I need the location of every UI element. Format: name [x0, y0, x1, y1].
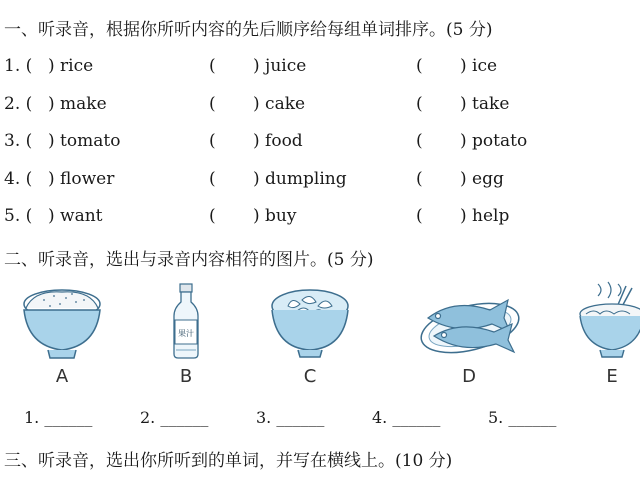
fish-plate-icon — [414, 280, 524, 364]
answer-blank-5[interactable]: 5. ______ — [488, 408, 557, 427]
answer-bracket[interactable]: 4. ( — [4, 169, 33, 189]
answer-bracket[interactable]: ( — [209, 206, 216, 226]
answer-bracket[interactable]: ( — [209, 94, 216, 114]
answer-bracket[interactable]: 2. ( — [4, 94, 33, 114]
ordering-row — [4, 206, 634, 228]
section1-heading: 一、听录音，根据你所听内容的先后顺序给每组单词排序。(5 分) — [4, 20, 493, 40]
close-bracket: ) — [460, 131, 467, 151]
word: want — [60, 206, 103, 226]
close-bracket: ) — [48, 169, 55, 189]
ordering-item — [209, 169, 347, 189]
answer-blank-3[interactable]: 3. ______ — [256, 408, 325, 427]
ordering-item — [209, 94, 305, 114]
ordering-item — [416, 94, 509, 114]
ordering-item — [4, 56, 93, 76]
rice-bowl-icon — [14, 280, 110, 364]
word: potato — [472, 131, 528, 151]
answer-blank-4[interactable]: 4. ______ — [372, 408, 441, 427]
picture-e — [570, 280, 640, 388]
ordering-item — [416, 131, 527, 151]
word: make — [60, 94, 107, 114]
ordering-item — [209, 206, 296, 226]
word: juice — [265, 56, 307, 76]
close-bracket: ) — [48, 131, 55, 151]
answer-bracket[interactable]: ( — [209, 169, 216, 189]
picture-c — [262, 280, 358, 388]
close-bracket: ) — [253, 94, 260, 114]
answer-bracket[interactable]: ( — [209, 56, 216, 76]
word: flower — [60, 169, 115, 189]
word: egg — [472, 169, 504, 189]
close-bracket: ) — [253, 206, 260, 226]
word: rice — [60, 56, 94, 76]
answer-bracket[interactable]: ( — [416, 206, 423, 226]
answer-bracket[interactable]: ( — [416, 94, 423, 114]
section2-heading: 二、听录音，选出与录音内容相符的图片。(5 分) — [4, 250, 374, 270]
answer-bracket[interactable]: ( — [416, 56, 423, 76]
close-bracket: ) — [460, 206, 467, 226]
juice-bottle-icon — [138, 280, 234, 364]
close-bracket: ) — [460, 94, 467, 114]
ordering-item — [209, 131, 303, 151]
noodle-bowl-icon — [570, 280, 640, 364]
picture-d — [414, 280, 524, 388]
word: buy — [265, 206, 297, 226]
bottle-label-text: 果汁 — [178, 329, 194, 338]
picture-label: D — [462, 366, 476, 387]
ordering-item — [4, 94, 107, 114]
word: cake — [265, 94, 306, 114]
picture-label: A — [55, 366, 69, 387]
ordering-row — [4, 56, 634, 78]
answer-bracket[interactable]: ( — [416, 169, 423, 189]
ordering-row — [4, 94, 634, 116]
answer-bracket[interactable]: 3. ( — [4, 131, 33, 151]
close-bracket: ) — [253, 169, 260, 189]
close-bracket: ) — [253, 131, 260, 151]
picture-label: C — [303, 366, 317, 387]
ordering-item — [4, 169, 114, 189]
ordering-row — [4, 131, 634, 153]
ordering-item — [4, 131, 120, 151]
close-bracket: ) — [48, 206, 55, 226]
close-bracket: ) — [253, 56, 260, 76]
ordering-item — [416, 206, 509, 226]
word: dumpling — [265, 169, 347, 189]
answer-bracket[interactable]: 1. ( — [4, 56, 33, 76]
ordering-row — [4, 169, 634, 191]
word: tomato — [60, 131, 121, 151]
word: ice — [472, 56, 498, 76]
ordering-item — [209, 56, 306, 76]
answer-bracket[interactable]: 5. ( — [4, 206, 33, 226]
close-bracket: ) — [48, 56, 55, 76]
close-bracket: ) — [460, 169, 467, 189]
answer-bracket[interactable]: ( — [209, 131, 216, 151]
section3-heading: 三、听录音，选出你所听到的单词，并写在横线上。(10 分) — [4, 451, 453, 471]
close-bracket: ) — [48, 94, 55, 114]
word: take — [472, 94, 510, 114]
picture-label: B — [179, 366, 193, 387]
ordering-item — [416, 56, 497, 76]
close-bracket: ) — [460, 56, 467, 76]
word: help — [472, 206, 510, 226]
picture-a — [14, 280, 110, 388]
picture-b — [138, 280, 234, 388]
ordering-item — [416, 169, 504, 189]
picture-label: E — [606, 366, 618, 387]
answer-bracket[interactable]: ( — [416, 131, 423, 151]
word: food — [265, 131, 303, 151]
dumpling-bowl-icon — [262, 280, 358, 364]
answer-blank-2[interactable]: 2. ______ — [140, 408, 209, 427]
ordering-item — [4, 206, 103, 226]
answer-blank-1[interactable]: 1. ______ — [24, 408, 93, 427]
